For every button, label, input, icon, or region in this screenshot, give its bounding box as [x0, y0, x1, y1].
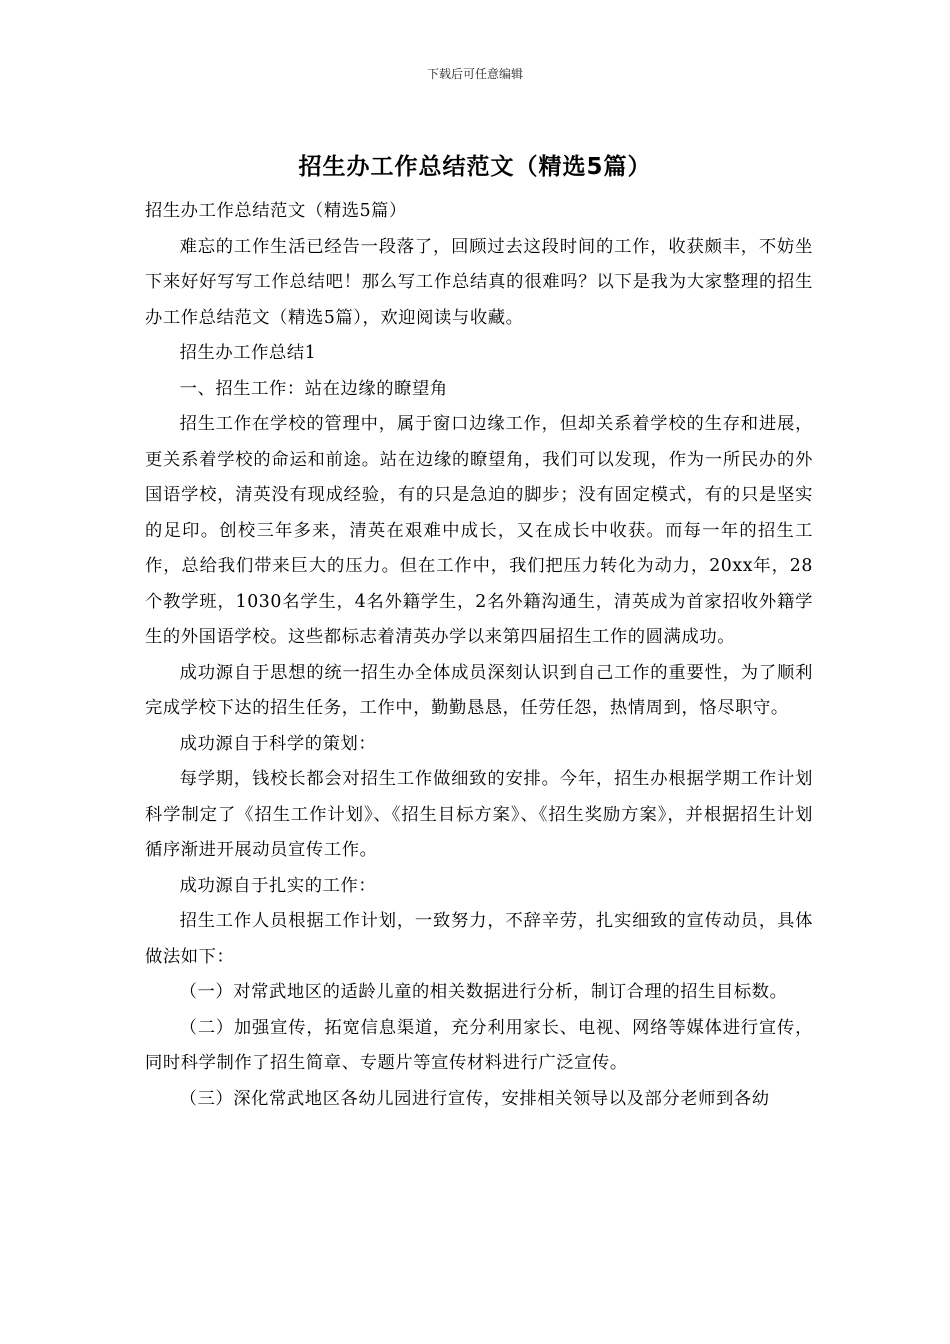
paragraph: 难忘的工作生活已经告一段落了，回顾过去这段时间的工作，收获颇丰，不妨坐下来好好写写工作总结吧！那么写工作总结真的很难吗？以下是我为大家整理的招生办工作总结范文（精选5篇），欢迎阅读与收藏。 — [145, 236, 813, 328]
paragraph: 招生工作人员根据工作计划，一致努力，不辞辛劳，扎实细致的宣传动员，具体做法如下： — [145, 911, 813, 967]
paragraph: 招生办工作总结范文（精选5篇） — [145, 201, 407, 221]
paragraph: 每学期，钱校长都会对招生工作做细致的安排。今年，招生办根据学期工作计划科学制定了《招生工作计划》、《招生目标方案》、《招生奖励方案》，并根据招生计划循序渐进开展动员宣传工作。 — [145, 769, 813, 860]
document-body — [145, 194, 813, 1117]
paragraph: 成功源自于思想的统一招生办全体成员深刻认识到自己工作的重要性，为了顺利完成学校下达的招生任务，工作中，勤勤恳恳，任劳任怨，热情周到，恪尽职守。 — [145, 662, 813, 718]
paragraph: 成功源自于扎实的工作： — [179, 875, 377, 896]
paragraph: 成功源自于科学的策划： — [179, 733, 377, 754]
paragraph: 招生工作在学校的管理中，属于窗口边缘工作，但却关系着学校的生存和进展，更关系着学校的命运和前途。站在边缘的瞭望角，我们可以发现，作为一所民办的外国语学校，清英没有现成经验，有的只是急迫的脚步；没有固定模式，有的只是坚实的足印。创校三年多来，清英在艰难中成长，又在成长中收获。而每一年的招生工作，总给我们带来巨大的压力。但在工作中，我们把压力转化为动力，20xx年，28个教学班，1030名学生，4名外籍学生，2名外籍沟通生，清英成为首家招收外籍学生的外国语学校。这些都标志着清英办学以来第四届招生工作的圆满成功。 — [145, 414, 813, 647]
header-note: 下载后可任意编辑 — [426, 67, 523, 81]
paragraph: （一）对常武地区的适龄儿童的相关数据进行分析，制订合理的招生目标数。 — [179, 982, 788, 1002]
paragraph: 招生办工作总结1 — [179, 343, 317, 363]
document-title: 招生办工作总结范文（精选5篇） — [298, 154, 652, 180]
paragraph: （二）加强宣传，拓宽信息渠道，充分利用家长、电视、网络等媒体进行宣传，同时科学制作了招生简章、专题片等宣传材料进行广泛宣传。 — [145, 1017, 813, 1073]
paragraph: （三）深化常武地区各幼儿园进行宣传，安排相关领导以及部分老师到各幼 — [179, 1088, 770, 1109]
paragraph: 一、招生工作：站在边缘的瞭望角 — [179, 378, 448, 399]
